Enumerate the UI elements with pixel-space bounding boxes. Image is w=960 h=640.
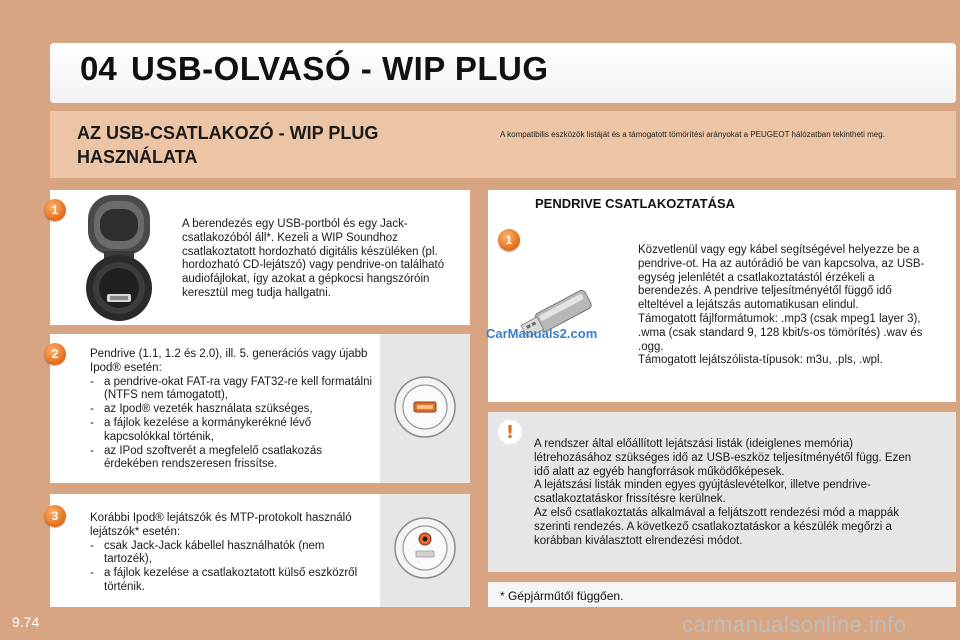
- list-item: - a pendrive-okat FAT-ra vagy FAT32-re kell formatálni (NTFS nem támogatott),: [90, 376, 372, 404]
- pendrive-step1-badge: 1: [498, 229, 520, 251]
- watermark-brand: CarManuals2.com: [486, 326, 598, 341]
- chapter-number: 04: [80, 50, 117, 87]
- footnote: * Gépjárműtől függően.: [500, 589, 624, 603]
- step2-text: [90, 348, 372, 472]
- list-item: - csak Jack-Jack kábellel használhatók (nem tartozék),: [90, 540, 372, 568]
- list-item: - az Ipod® vezeték használata szükséges,: [90, 403, 372, 417]
- list-item: - az IPod szoftverét a megfelelő csatlakozás érdekében rendszeresen frissítse.: [90, 445, 372, 473]
- list-item: - a fájlok kezelése a csatlakoztatott külső eszközről történik.: [90, 567, 372, 595]
- pendrive-subtitle: PENDRIVE CSATLAKOZTATÁSA: [535, 196, 736, 211]
- step3-badge: 3: [44, 505, 66, 527]
- step2-badge: 2: [44, 343, 66, 365]
- step3-list: [90, 540, 372, 595]
- usb-port-illustration: [78, 193, 160, 328]
- watermark-site: carmanualsonline.info: [682, 612, 907, 637]
- usb-port-active-illustration: [388, 376, 462, 443]
- warning-text: A rendszer által előállított lejátszási listák (ideiglenes memória) létrehozásához szükséges idő az USB-eszköz teljesítményétől függ. Ezen idő alatt az egyéb hangforrások működőképesek. A lejátszási listák minden egyes gyújtáslevételkor, illetve pendrive-csatlakoztatáskor frissítésre kerülnek. Az első csatlakoztatás alkalmával a feljátszott rendezési mód a mappák szerinti rendezés. A következő csatlakoztatáskor a készülék megőrzi a korábban kiválasztott elrendezési módot.: [534, 438, 912, 547]
- step1-badge: 1: [44, 199, 66, 221]
- warning-icon: !: [498, 420, 522, 444]
- section-title: AZ USB-CSATLAKOZÓ - WIP PLUG HASZNÁLATA: [77, 123, 379, 167]
- list-item: - a fájlok kezelése a kormánykerékné lévő kapcsolókkal történik,: [90, 417, 372, 445]
- step1-text: A berendezés egy USB-portból és egy Jack-csatlakozóból áll*. Kezeli a WIP Soundhoz csatlakoztatott hordozható digitális készüléken (pl. hordozható CD-lejátszó) vagy pendrive-on található audiofájlokat, így azokat a gépkocsi hangszóróin keresztül meg tudja hallgatni.: [182, 218, 445, 299]
- step3-text: [90, 512, 372, 595]
- step2-list: [90, 376, 372, 473]
- compatibility-note: A kompatibilis eszközök listáját és a támogatott tömörítési arányokat a PEUGEOT hálózatban tekintheti meg.: [500, 130, 885, 139]
- jack-port-illustration: [388, 517, 462, 584]
- page-number: 9.74: [12, 614, 40, 630]
- chapter-title: USB-OLVASÓ - WIP PLUG: [131, 50, 549, 87]
- pendrive-step1-text: Közvetlenül vagy egy kábel segítségével helyezze be a pendrive-ot. Ha az autórádió be van kapcsolva, az USB-egység jelenlétét a csatlakoztatástól érzékeli a berendezés. A pendrive teljesítményétől függő idő elteltével a lejátszás automatikusan elindul. Támogatott fájlformátumok: .mp3 (csak mpeg1 layer 3), .wma (csak standard 9, 128 kbit/s-os tömörítés) .wav és .ogg. Támogatott lejátszólista-típusok: m3u, .pls, .wpl.: [638, 244, 925, 367]
- step2-intro: Pendrive (1.1, 1.2 és 2.0), ill. 5. generációs vagy újabb Ipod® esetén:: [90, 348, 368, 374]
- step3-intro: Korábbi Ipod® lejátszók és MTP-protokolt használó lejátszók* esetén:: [90, 512, 352, 538]
